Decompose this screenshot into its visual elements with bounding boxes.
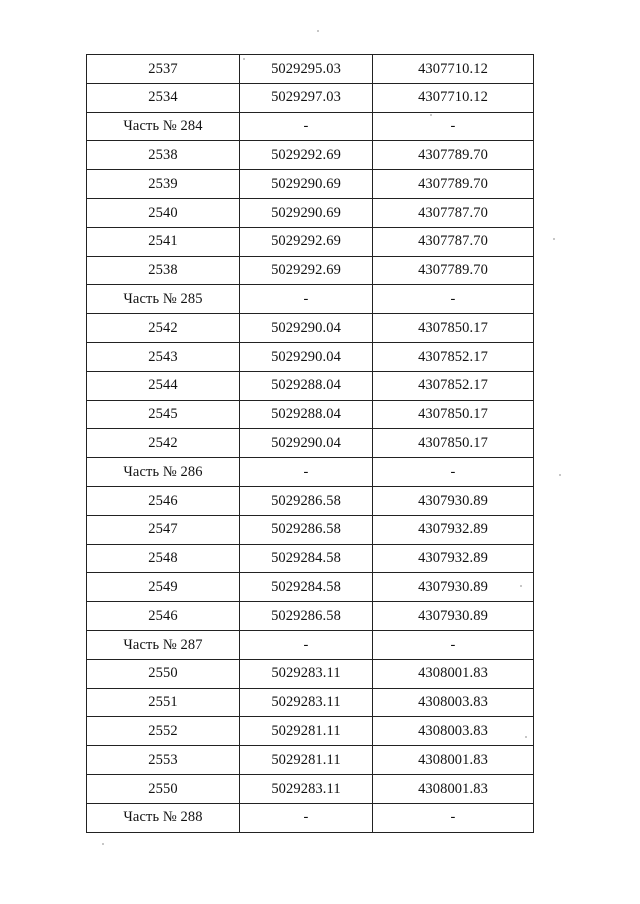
point-number-cell: 2553 (87, 746, 240, 775)
y-coordinate-cell: - (373, 112, 534, 141)
table-row (87, 486, 534, 515)
section-label-cell: Часть № 288 (87, 803, 240, 832)
x-coordinate-cell: 5029290.69 (240, 198, 373, 227)
scan-speck (559, 474, 561, 476)
y-coordinate-cell: 4307930.89 (373, 602, 534, 631)
point-number-cell: 2534 (87, 83, 240, 112)
x-coordinate-cell: 5029297.03 (240, 83, 373, 112)
x-coordinate-cell: - (240, 458, 373, 487)
y-coordinate-cell: 4307930.89 (373, 573, 534, 602)
scan-speck (243, 58, 245, 60)
coordinates-table-body (87, 55, 534, 833)
table-row (87, 688, 534, 717)
x-coordinate-cell: 5029283.11 (240, 659, 373, 688)
point-number-cell: 2543 (87, 342, 240, 371)
y-coordinate-cell: 4307852.17 (373, 342, 534, 371)
y-coordinate-cell: - (373, 803, 534, 832)
y-coordinate-cell: 4307850.17 (373, 429, 534, 458)
table-row (87, 170, 534, 199)
table-row (87, 573, 534, 602)
coordinates-table (86, 54, 534, 833)
y-coordinate-cell: - (373, 630, 534, 659)
section-label-cell: Часть № 287 (87, 630, 240, 659)
y-coordinate-cell: 4308001.83 (373, 746, 534, 775)
x-coordinate-cell: 5029290.04 (240, 342, 373, 371)
table-row (87, 602, 534, 631)
x-coordinate-cell: 5029290.69 (240, 170, 373, 199)
table-row (87, 659, 534, 688)
point-number-cell: 2550 (87, 659, 240, 688)
x-coordinate-cell: 5029281.11 (240, 746, 373, 775)
y-coordinate-cell: 4308001.83 (373, 659, 534, 688)
scan-speck (317, 30, 319, 32)
scan-speck (553, 238, 555, 240)
point-number-cell: 2548 (87, 544, 240, 573)
point-number-cell: 2542 (87, 314, 240, 343)
y-coordinate-cell: 4307789.70 (373, 141, 534, 170)
y-coordinate-cell: 4308003.83 (373, 717, 534, 746)
section-label-cell: Часть № 286 (87, 458, 240, 487)
x-coordinate-cell: 5029295.03 (240, 55, 373, 84)
scan-speck (525, 736, 527, 738)
table-row (87, 55, 534, 84)
table-row (87, 774, 534, 803)
x-coordinate-cell: - (240, 285, 373, 314)
y-coordinate-cell: 4308001.83 (373, 774, 534, 803)
x-coordinate-cell: - (240, 803, 373, 832)
x-coordinate-cell: 5029288.04 (240, 371, 373, 400)
point-number-cell: 2539 (87, 170, 240, 199)
point-number-cell: 2546 (87, 486, 240, 515)
x-coordinate-cell: 5029292.69 (240, 141, 373, 170)
x-coordinate-cell: 5029292.69 (240, 256, 373, 285)
x-coordinate-cell: 5029290.04 (240, 314, 373, 343)
table-row (87, 544, 534, 573)
y-coordinate-cell: 4308003.83 (373, 688, 534, 717)
table-row (87, 83, 534, 112)
section-row (87, 458, 534, 487)
point-number-cell: 2540 (87, 198, 240, 227)
table-row (87, 141, 534, 170)
y-coordinate-cell: 4307850.17 (373, 314, 534, 343)
table-row (87, 342, 534, 371)
y-coordinate-cell: 4307930.89 (373, 486, 534, 515)
point-number-cell: 2538 (87, 256, 240, 285)
x-coordinate-cell: 5029292.69 (240, 227, 373, 256)
table-row (87, 746, 534, 775)
point-number-cell: 2537 (87, 55, 240, 84)
x-coordinate-cell: 5029286.58 (240, 486, 373, 515)
table-row (87, 429, 534, 458)
y-coordinate-cell: 4307710.12 (373, 55, 534, 84)
section-row (87, 803, 534, 832)
section-row (87, 112, 534, 141)
section-label-cell: Часть № 285 (87, 285, 240, 314)
y-coordinate-cell: 4307852.17 (373, 371, 534, 400)
y-coordinate-cell: 4307850.17 (373, 400, 534, 429)
point-number-cell: 2541 (87, 227, 240, 256)
table-row (87, 227, 534, 256)
section-row (87, 630, 534, 659)
point-number-cell: 2538 (87, 141, 240, 170)
point-number-cell: 2552 (87, 717, 240, 746)
table-row (87, 515, 534, 544)
y-coordinate-cell: 4307789.70 (373, 256, 534, 285)
x-coordinate-cell: 5029283.11 (240, 774, 373, 803)
x-coordinate-cell: 5029283.11 (240, 688, 373, 717)
x-coordinate-cell: 5029286.58 (240, 515, 373, 544)
point-number-cell: 2547 (87, 515, 240, 544)
scan-speck (430, 114, 432, 116)
x-coordinate-cell: 5029288.04 (240, 400, 373, 429)
y-coordinate-cell: 4307710.12 (373, 83, 534, 112)
point-number-cell: 2550 (87, 774, 240, 803)
section-label-cell: Часть № 284 (87, 112, 240, 141)
scan-speck (102, 843, 104, 845)
x-coordinate-cell: - (240, 630, 373, 659)
x-coordinate-cell: 5029284.58 (240, 544, 373, 573)
point-number-cell: 2545 (87, 400, 240, 429)
table-row (87, 314, 534, 343)
y-coordinate-cell: - (373, 285, 534, 314)
x-coordinate-cell: - (240, 112, 373, 141)
y-coordinate-cell: 4307789.70 (373, 170, 534, 199)
y-coordinate-cell: 4307932.89 (373, 544, 534, 573)
point-number-cell: 2546 (87, 602, 240, 631)
point-number-cell: 2544 (87, 371, 240, 400)
x-coordinate-cell: 5029281.11 (240, 717, 373, 746)
point-number-cell: 2542 (87, 429, 240, 458)
table-row (87, 198, 534, 227)
y-coordinate-cell: 4307787.70 (373, 198, 534, 227)
y-coordinate-cell: 4307932.89 (373, 515, 534, 544)
scan-speck (520, 585, 522, 587)
x-coordinate-cell: 5029286.58 (240, 602, 373, 631)
point-number-cell: 2549 (87, 573, 240, 602)
x-coordinate-cell: 5029290.04 (240, 429, 373, 458)
table-row (87, 400, 534, 429)
table-row (87, 256, 534, 285)
y-coordinate-cell: - (373, 458, 534, 487)
table-row (87, 717, 534, 746)
x-coordinate-cell: 5029284.58 (240, 573, 373, 602)
section-row (87, 285, 534, 314)
table-row (87, 371, 534, 400)
point-number-cell: 2551 (87, 688, 240, 717)
y-coordinate-cell: 4307787.70 (373, 227, 534, 256)
